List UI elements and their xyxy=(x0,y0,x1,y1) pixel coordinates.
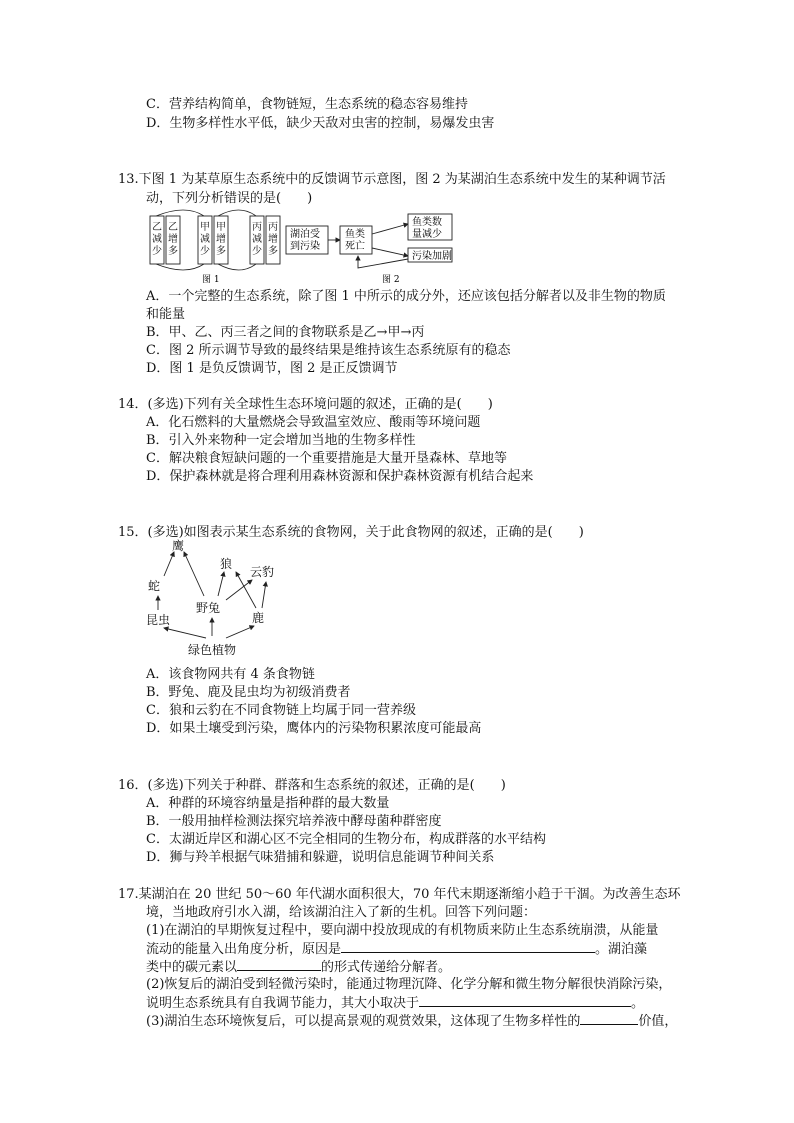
q15-option-a: A．该食物网共有 4 条食物链 xyxy=(146,667,315,682)
web-leopard: 云豹 xyxy=(250,565,275,579)
q17-part1-line3-text: 类中的碳元素以 xyxy=(146,960,238,975)
fig1-box-char: 减 xyxy=(152,234,162,245)
fig1-box-char: 多 xyxy=(268,246,278,257)
fig1-box-char: 甲 xyxy=(200,222,210,233)
fig1-caption: 图 1 xyxy=(202,275,220,285)
q17-part1-line3 xyxy=(146,958,451,976)
q17-part3-tail: 价值， xyxy=(638,1014,678,1029)
q17-part3-text: (3)湖泊生态环境恢复后，可以提高景观的观赏效果，这体现了生物多样性的 xyxy=(146,1014,581,1029)
fig2-caption: 图 2 xyxy=(382,275,400,285)
q15-food-web xyxy=(144,538,294,662)
fig2-box2-line1: 鱼类 xyxy=(345,229,365,240)
q17-stem-line2: 境，当地政府引水入湖，给该湖泊注入了新的生机。回答下列问题： xyxy=(146,905,537,920)
q13-stem-line2: 动，下列分析错误的是( ) xyxy=(146,191,313,206)
fig1-box-char: 甲 xyxy=(216,222,226,233)
fig1-box-char: 减 xyxy=(200,234,210,245)
q13-option-d: D．图 1 是负反馈调节，图 2 是正反馈调节 xyxy=(146,361,398,376)
web-deer: 鹿 xyxy=(252,611,265,625)
fig2-box1-line1: 湖泊受 xyxy=(290,229,320,240)
q17-part2-line2 xyxy=(146,994,644,1012)
q17-part2-line2-tail: 。 xyxy=(631,996,645,1011)
q15-stem: 15．(多选)如图表示某生态系统的食物网，关于此食物网的叙述，正确的是( ) xyxy=(118,525,584,540)
web-plant: 绿色植物 xyxy=(188,643,237,657)
fig1-box-char: 丙 xyxy=(252,222,262,233)
q16-option-b: B．一般用抽样检测法探究培养液中酵母菌种群密度 xyxy=(146,814,442,829)
fig1-box-char: 少 xyxy=(152,246,162,257)
fig1-box-char: 少 xyxy=(200,246,210,257)
q15-option-d: D．如果土壤受到污染，鹰体内的污染物积累浓度可能最高 xyxy=(146,721,482,736)
q17-part1-line2 xyxy=(146,940,647,958)
web-snake: 蛇 xyxy=(148,579,161,593)
q16-option-c: C．太湖近岸区和湖心区不完全相同的生物分布，构成群落的水平结构 xyxy=(146,832,546,847)
q17-part1-line2-text: 流动的能量入出角度分析，原因是 xyxy=(146,942,342,957)
q12-option-c: C．营养结构简单，食物链短，生态系统的稳态容易维持 xyxy=(146,97,468,112)
q17-part3-line1 xyxy=(146,1012,677,1030)
web-eagle: 鹰 xyxy=(172,539,185,553)
q17-part2-line1: (2)恢复后的湖泊受到轻微污染时，能通过物理沉降、化学分解和微生物分解很快消除污染， xyxy=(146,977,672,992)
web-wolf: 狼 xyxy=(220,557,233,571)
fig1-box-char: 丙 xyxy=(268,222,278,233)
q14-stem: 14．(多选)下列有关全球性生态环境问题的叙述，正确的是( ) xyxy=(118,397,493,412)
q15-option-b: B．野兔、鹿及昆虫均为初级消费者 xyxy=(146,685,351,700)
q16-option-d: D．狮与羚羊根据气味猎捕和躲避，说明信息能调节种间关系 xyxy=(146,850,495,865)
q16-stem: 16．(多选)下列关于种群、群落和生态系统的叙述，正确的是( ) xyxy=(118,778,506,793)
fig1-box-char: 乙 xyxy=(168,222,178,233)
q13-figure-2 xyxy=(284,212,464,286)
q13-stem-line1: 13.下图 1 为某草原生态系统中的反馈调节示意图，图 2 为某湖泊生态系统中发生的某种调节活 xyxy=(118,172,666,187)
q14-option-c: C．解决粮食短缺问题的一个重要措施是大量开垦森林、草地等 xyxy=(146,451,507,466)
answer-blank-4[interactable] xyxy=(580,1012,638,1025)
q17-part1-line1: (1)在湖泊的早期恢复过程中，要向湖中投放现成的有机物质来防止生态系统崩溃，从能量 xyxy=(146,923,659,938)
fig1-box-char: 少 xyxy=(252,246,262,257)
fig2-box2-line2: 死亡 xyxy=(345,241,365,252)
q14-option-b: B．引入外来物种一定会增加当地的生物多样性 xyxy=(146,433,416,448)
fig1-box-char: 增 xyxy=(216,234,226,245)
q14-option-a: A．化石燃料的大量燃烧会导致温室效应、酸雨等环境问题 xyxy=(146,415,481,430)
q13-option-b: B．甲、乙、丙三者之间的食物联系是乙→甲→丙 xyxy=(146,325,425,340)
web-insect: 昆虫 xyxy=(146,613,171,627)
q13-option-c: C．图 2 所示调节导致的最终结果是维持该生态系统原有的稳态 xyxy=(146,343,511,358)
q13-option-a-line1: A．一个完整的生态系统，除了图 1 中所示的成分外，还应该包括分解者以及非生物的物质 xyxy=(146,289,666,304)
fig2-box1-line2: 到污染 xyxy=(290,241,320,252)
q12-option-d: D．生物多样性水平低，缺少天敌对虫害的控制，易爆发虫害 xyxy=(146,116,495,131)
q17-part1-line3-tail: 的形式传递给分解者。 xyxy=(321,960,452,975)
web-rabbit: 野兔 xyxy=(196,601,221,615)
q14-option-d: D．保护森林就是将合理利用森林资源和保护森林资源有机结合起来 xyxy=(146,469,534,484)
answer-blank-2[interactable] xyxy=(237,958,321,971)
q13-option-a-line2: 和能量 xyxy=(146,307,186,322)
fig2-box4-label: 污染加剧 xyxy=(412,251,452,262)
q15-option-c: C．狼和云豹在不同食物链上均属于同一营养级 xyxy=(146,703,416,718)
fig1-box-char: 增 xyxy=(268,234,278,245)
q17-stem-line1: 17.某湖泊在 20 世纪 50～60 年代湖水面积很大，70 年代末期逐渐缩小趋于干涸。为改善生态环 xyxy=(118,887,681,902)
fig2-box3-line2: 量减少 xyxy=(412,229,442,240)
q16-option-a: A．种群的环境容纳量是指种群的最大数量 xyxy=(146,796,390,811)
fig1-box-char: 多 xyxy=(216,246,226,257)
q17-part1-line2-tail: 。湖泊藻 xyxy=(595,942,648,957)
answer-blank-1[interactable] xyxy=(341,940,595,953)
fig1-box-char: 减 xyxy=(252,234,262,245)
answer-blank-3[interactable] xyxy=(419,994,631,1007)
q13-figure-1 xyxy=(146,208,282,286)
fig1-box-char: 多 xyxy=(168,246,178,257)
q17-part2-line2-text: 说明生态系统具有自我调节能力，其大小取决于 xyxy=(146,996,420,1011)
fig1-box-char: 增 xyxy=(168,234,178,245)
fig2-box3-line1: 鱼类数 xyxy=(412,217,442,228)
fig1-box-char: 乙 xyxy=(152,222,162,233)
